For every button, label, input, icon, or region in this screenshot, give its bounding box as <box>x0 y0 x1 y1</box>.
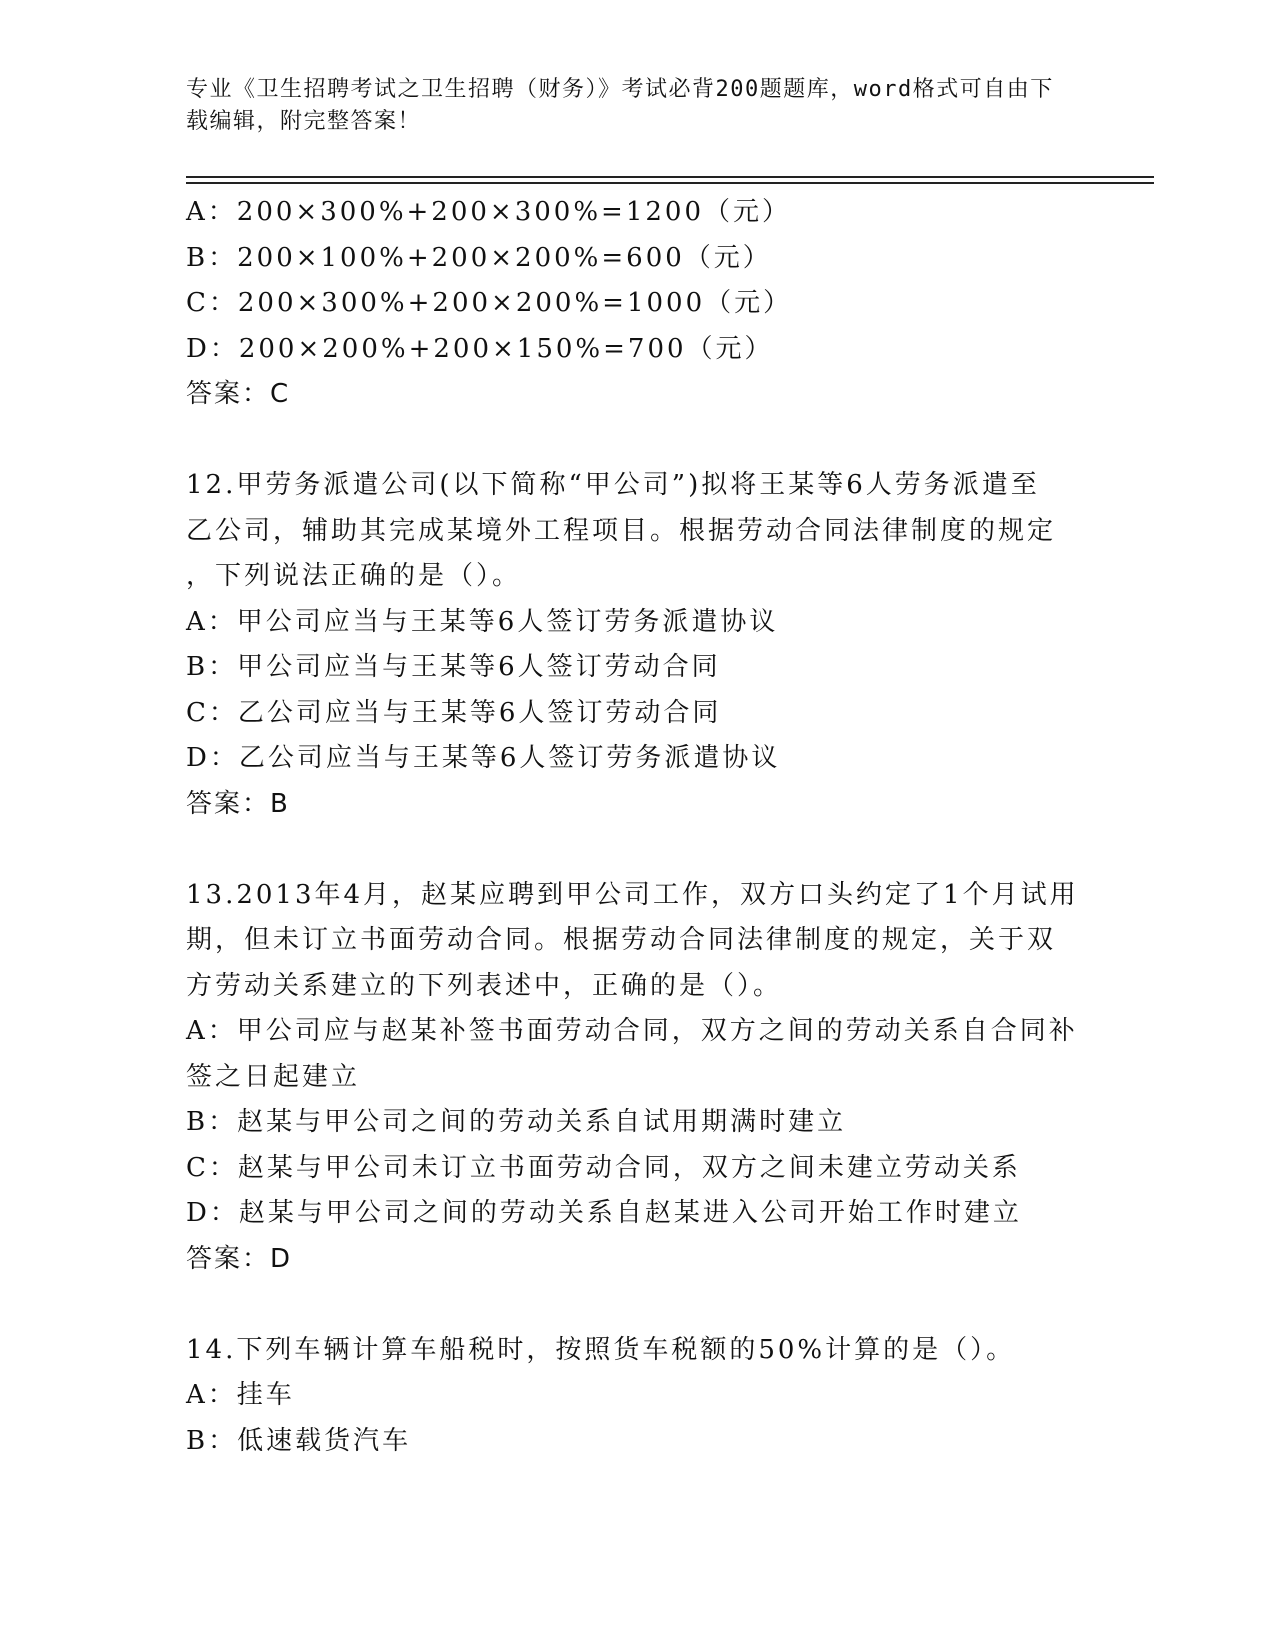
option-b: B：甲公司应当与王某等6人签订劳动合同 <box>186 652 721 682</box>
answer: 答案：B <box>186 788 290 819</box>
question-list <box>186 190 1086 1464</box>
header-rule-bottom <box>186 182 1154 184</box>
option-b: B：200×100%+200×200%=600（元） <box>186 242 772 273</box>
spacer <box>186 827 1086 873</box>
question-11 <box>186 190 1086 418</box>
option-b: B：赵某与甲公司之间的劳动关系自试用期满时建立 <box>186 1107 847 1137</box>
option-b: B：低速载货汽车 <box>186 1425 412 1456</box>
option-a: A：挂车 <box>186 1380 295 1410</box>
answer: 答案：D <box>186 1243 293 1274</box>
option-c: C：乙公司应当与王某等6人签订劳动合同 <box>186 697 722 728</box>
spacer <box>186 1282 1086 1328</box>
question-14 <box>186 1328 1086 1465</box>
question-stem-line: 期，但未订立书面劳动合同。根据劳动合同法律制度的规定，关于双 <box>186 925 1057 955</box>
question-stem-line: 14.下列车辆计算车船税时，按照货车税额的50%计算的是（）。 <box>186 1334 1016 1365</box>
option-d: D：乙公司应当与王某等6人签订劳务派遣协议 <box>186 743 781 773</box>
answer: 答案：C <box>186 379 291 409</box>
option-d: D：200×200%+200×150%=700（元） <box>186 333 774 364</box>
option-a: A：200×300%+200×300%=1200（元） <box>186 197 791 227</box>
option-a-continued: 签之日起建立 <box>186 1061 361 1092</box>
option-a: A：甲公司应当与王某等6人签订劳务派遣协议 <box>186 606 779 637</box>
document-header: 专业《卫生招聘考试之卫生招聘（财务）》考试必背200题题库，word格式可自由下载编辑，附完整答案！ <box>186 77 1054 134</box>
question-13 <box>186 873 1086 1283</box>
option-c: C：赵某与甲公司未订立书面劳动合同，双方之间未建立劳动关系 <box>186 1152 1021 1183</box>
question-stem-line: 乙公司，辅助其完成某境外工程项目。根据劳动合同法律制度的规定 <box>186 515 1057 546</box>
question-stem-line: 方劳动关系建立的下列表述中，正确的是（）。 <box>186 970 783 1001</box>
question-12 <box>186 463 1086 827</box>
option-d: D：赵某与甲公司之间的劳动关系自赵某进入公司开始工作时建立 <box>186 1198 1022 1228</box>
question-stem-line: ，下列说法正确的是（）。 <box>186 561 522 591</box>
question-stem-line: 12.甲劳务派遣公司(以下简称“甲公司”)拟将王某等6人劳务派遣至 <box>186 470 1040 500</box>
option-c: C：200×300%+200×200%=1000（元） <box>186 288 793 318</box>
option-a: A：甲公司应与赵某补签书面劳动合同，双方之间的劳动关系自合同补 <box>186 1016 1078 1046</box>
question-stem-line: 13.2013年4月，赵某应聘到甲公司工作，双方口头约定了1个月试用 <box>186 879 1079 910</box>
header-rule-top <box>186 176 1154 178</box>
spacer <box>186 418 1086 464</box>
